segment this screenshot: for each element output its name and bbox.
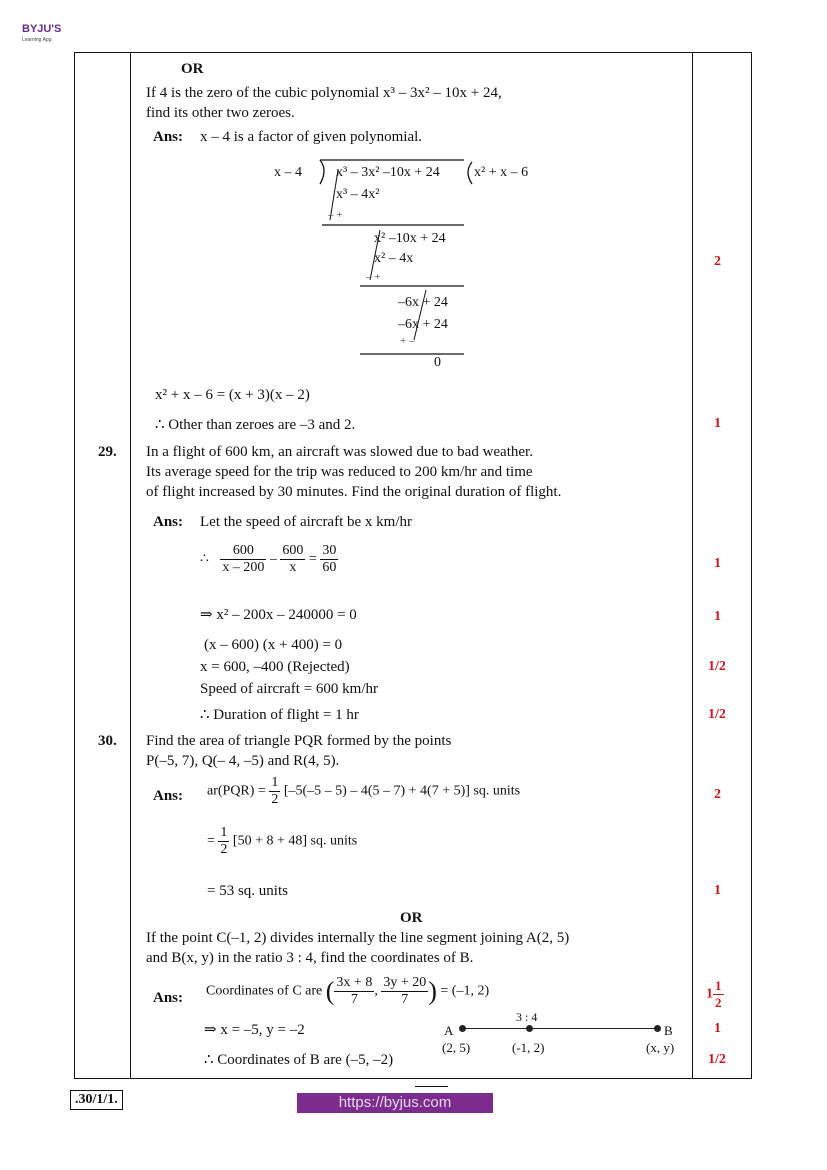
mark-fraction (713, 978, 724, 1011)
equals-sign: = (308, 551, 317, 567)
brand-name: BYJU'S (22, 23, 62, 35)
division-step: x³ – 4x² (336, 187, 380, 202)
mark: 1 (714, 416, 721, 431)
equation: x = 600, –400 (Rejected) (200, 659, 350, 675)
point-b-coordinates: (x, y) (646, 1040, 675, 1055)
division-step: x² – 4x (374, 251, 414, 266)
question-number: 30. (98, 733, 117, 749)
fraction (320, 543, 338, 576)
factor-line: x² + x – 6 = (x + 3)(x – 2) (155, 387, 310, 403)
equation: ⇒ x² – 200x – 240000 = 0 (200, 607, 357, 623)
mark: 2 (714, 254, 721, 269)
fraction (269, 775, 280, 808)
equation-rhs: = (–1, 2) (440, 983, 490, 999)
byjus-logo (22, 24, 61, 46)
fraction (280, 543, 305, 576)
point-c-coordinates: (-1, 2) (512, 1040, 545, 1055)
minus-sign: – (269, 551, 277, 567)
conclusion-text: ∴ Duration of flight = 1 hr (200, 707, 359, 723)
point-b (654, 1025, 661, 1032)
question-text: P(–5, 7), Q(– 4, –5) and R(4, 5). (146, 753, 340, 769)
question-text: find its other two zeroes. (146, 105, 295, 121)
website-link[interactable]: https://byjus.com (297, 1093, 493, 1113)
answer-text: Let the speed of aircraft be x km/hr (200, 514, 412, 530)
point-c (526, 1025, 533, 1032)
question-text: In a flight of 600 km, an aircraft was slowed due to bad weather. (146, 444, 533, 460)
answer-text: x – 4 is a factor of given polynomial. (200, 129, 423, 145)
mark: 1 (714, 1021, 721, 1036)
mark: 1/2 (708, 659, 726, 674)
fraction-numerator: 600 (220, 543, 266, 560)
equation: = 53 sq. units (207, 883, 288, 899)
divisor: x – 4 (274, 165, 302, 180)
equation (200, 543, 338, 576)
or-heading: OR (400, 910, 423, 926)
mark: 1 (714, 556, 721, 571)
mark: 1 (714, 883, 721, 898)
point-a (459, 1025, 466, 1032)
fraction-denominator: 2 (220, 842, 228, 857)
division-signs: + – (400, 335, 415, 347)
fraction-denominator: 7 (401, 992, 409, 1007)
division-step: –6x + 24 (398, 317, 448, 332)
question-text: Its average speed for the trip was reduced to 200 km/hr and time (146, 464, 533, 480)
conclusion-text: ∴ Other than zeroes are –3 and 2. (155, 417, 356, 433)
fraction-denominator: 7 (350, 992, 358, 1007)
mark: 1 (714, 609, 721, 624)
fraction-denominator: x – 200 (222, 560, 265, 575)
division-result: 0 (434, 355, 441, 370)
quotient: x² + x – 6 (474, 165, 529, 180)
mark (706, 978, 724, 1011)
division-signs: – + (328, 209, 343, 221)
question-text: If 4 is the zero of the cubic polynomial x³ – 3x² – 10x + 24, (146, 85, 502, 101)
equation (207, 775, 520, 808)
question-text: of flight increased by 30 minutes. Find the original duration of flight. (146, 484, 562, 500)
equation: Coordinates of C are ( $\frac{3x + 8}{7}$ , $\frac{3y + 20}{7}$ ) = (–1, 2) (206, 975, 490, 1007)
ans-label: Ans: (153, 129, 184, 145)
point-a-label: A (444, 1023, 454, 1038)
line-segment (462, 1028, 660, 1029)
fraction-numerator: 3y + 20 (383, 975, 427, 990)
fraction-numerator: 3x + 8 (336, 975, 373, 990)
fraction (220, 543, 266, 576)
fraction-denominator: x (289, 560, 297, 575)
equation: ⇒ x = –5, y = –2 (204, 1022, 305, 1038)
column-divider-right (692, 52, 693, 1079)
question-text: If the point C(–1, 2) divides internally the line segment joining A(2, 5) (146, 930, 570, 946)
fraction-denominator: 60 (322, 560, 337, 575)
equation-rhs: [50 + 8 + 48] sq. units (232, 833, 358, 849)
section-diagram (440, 1008, 690, 1058)
division-remainder: x² –10x + 24 (374, 231, 446, 246)
or-heading: OR (181, 61, 204, 77)
fraction (218, 825, 229, 858)
equation-lhs: Coordinates of C are (206, 983, 323, 999)
question-text: and B(x, y) in the ratio 3 : 4, find the coordinates of B. (146, 950, 474, 966)
dividend: x³ – 3x² –10x + 24 (336, 165, 440, 180)
fraction (334, 975, 374, 1008)
equals-sign: = (207, 833, 215, 849)
fraction-denominator: 2 (715, 995, 722, 1010)
question-text: Find the area of triangle PQR formed by the points (146, 733, 452, 749)
long-division (270, 158, 550, 378)
fraction (381, 975, 428, 1008)
fraction-numerator: 600 (282, 543, 304, 558)
mark: 1/2 (708, 1052, 726, 1067)
equation (207, 825, 357, 858)
footer-rule (415, 1086, 448, 1087)
ans-label: Ans: (153, 990, 184, 1006)
fraction-denominator: 2 (271, 792, 279, 807)
fraction-numerator: 1 (220, 825, 228, 840)
therefore-symbol: ∴ (200, 551, 209, 567)
equation-rhs: [–5(–5 – 5) – 4(5 – 7) + 4(7 + 5)] sq. units (283, 783, 521, 799)
fraction-numerator: 1 (715, 978, 722, 993)
ratio-label: 3 : 4 (516, 1010, 538, 1024)
equation-lhs: ar(PQR) = (207, 783, 266, 799)
fraction-numerator: 30 (322, 543, 337, 558)
brand-tagline: Learning App (22, 37, 52, 43)
division-signs: – + (366, 271, 381, 283)
point-a-coordinates: (2, 5) (442, 1040, 471, 1055)
paper-code: .30/1/1. (70, 1090, 123, 1110)
mark: 1/2 (708, 707, 726, 722)
question-number: 29. (98, 444, 117, 460)
fraction-numerator: 1 (271, 775, 279, 790)
equation: Speed of aircraft = 600 km/hr (200, 681, 378, 697)
ans-label: Ans: (153, 788, 184, 804)
mark: 2 (714, 787, 721, 802)
conclusion-text: ∴ Coordinates of B are (–5, –2) (204, 1052, 394, 1068)
column-divider-left (130, 52, 131, 1079)
mark-whole: 1 (706, 986, 713, 1002)
ans-label: Ans: (153, 514, 184, 530)
division-remainder: –6x + 24 (398, 295, 448, 310)
equation: (x – 600) (x + 400) = 0 (204, 637, 343, 653)
point-b-label: B (664, 1023, 673, 1038)
